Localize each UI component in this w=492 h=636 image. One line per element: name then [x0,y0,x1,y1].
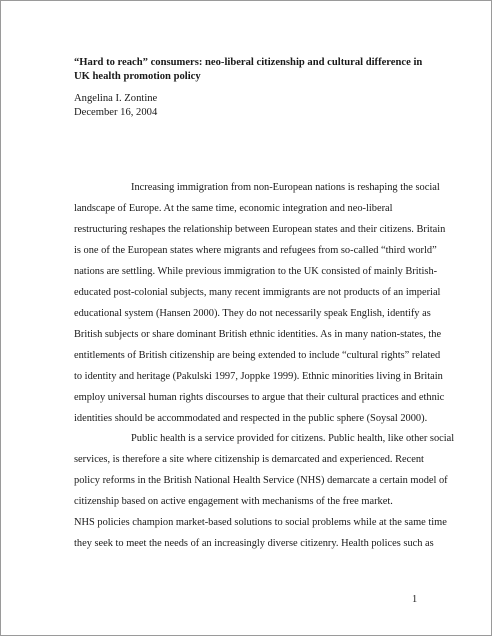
text-line: educated post-colonial subjects, many recent immigrants are not products of an imperial [74,287,441,298]
text-line: restructuring reshapes the relationship between European states and their citizens. Britain [74,224,446,235]
text-line: citizenship based on active engagement with mechanisms of the free market. [74,496,393,507]
text-line: to identity and heritage (Pakulski 1997, Joppke 1999). Ethnic minorities living in Britain [74,371,443,382]
text-line: services, is therefore a site where citizenship is demarcated and experienced. Recent [74,454,424,465]
text-line: policy reforms in the British National Health Service (NHS) demarcate a certain model of [74,475,448,486]
page-number: 1 [412,594,418,605]
text-line: Increasing immigration from non-European nations is reshaping the social [131,182,440,193]
text-line: identities should be accommodated and respected in the public sphere (Soysal 2000). [74,413,428,424]
text-line: British subjects or share dominant British ethnic identities. As in many nation-states, the [74,329,442,340]
text-line: NHS policies champion market-based solutions to social problems while at the same time [74,517,447,528]
text-line: is one of the European states where migrants and refugees from so-called “third world” [74,245,437,256]
document-date: December 16, 2004 [74,106,158,118]
paper-title: “Hard to reach” consumers: neo-liberal citizenship and cultural difference in UK health promotion policy [74,57,423,82]
paragraph-2 [74,428,455,554]
text-line: employ universal human rights discourses to argue that their cultural practices and ethnic [74,392,445,403]
text-line: they seek to meet the needs of an increasingly diverse citizenry. Health polices such as [74,538,434,549]
paragraph-1 [74,177,446,429]
text-line: Public health is a service provided for citizens. Public health, like other social [131,433,455,444]
text-line: educational system (Hansen 2000). They do not necessarily speak English, identify as [74,308,431,319]
author-block [74,92,157,119]
text-line: entitlements of British citizenship are being extended to include “cultural rights” related [74,350,441,361]
text-line: landscape of Europe. At the same time, economic integration and neo-liberal [74,203,393,214]
author-name: Angelina I. Zontine [74,93,158,104]
text-line: nations are settling. While previous immigration to the UK consisted of mainly British- [74,266,438,277]
